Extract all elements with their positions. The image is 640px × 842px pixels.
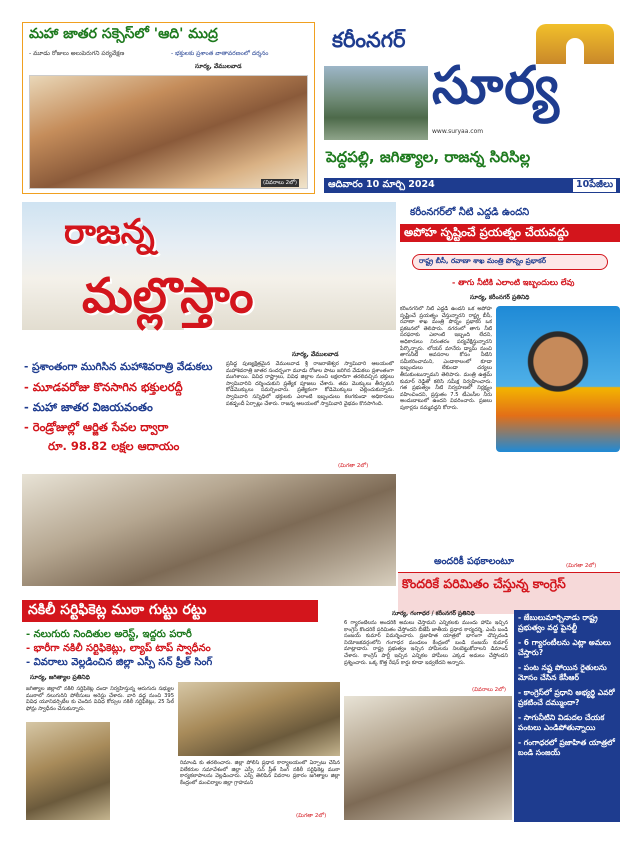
top-story-continued: (వివరాలు 2లో) [263, 180, 297, 186]
main-story-title-line2: మల్లొస్తాం [82, 268, 254, 324]
main-bullet-3: - మహా జాతర విజయవంతం [24, 400, 153, 414]
congress-body: 6 గ్యారంటీలను అందరికీ అమలు చేస్తామని ఎన్నికలకు ముందు హామీ ఇచ్చిన కాంగ్రెస్ కొందరికే పరిమితం చేస్తోందని బీజేపీ జాతీయ ప్రధాన కార్యదర్శి, ఎంపీ బండి సంజయ్ కుమార్ విమర్శించారు. ప్రజాహిత యాత్రలో భాగంగా చొప్పదండి నియోజకవర్గంలోని గంగాధర మండలం కేంద్రంలో బండి సంజయ్ కుమార్ మాట్లాడారు. రాష్ట్ర ప్రభుత్వం ఇచ్చిన హామీలను నిలబెట్టుకోవాలని డిమాండ్ చేశారు. కాంగ్రెస్ పార్టీ ఇచ్చిన ఎన్నికల హామీలు ఎక్కడ అమలు చేస్తోందని ప్రశ్నించారు. ఒక్క కొత్త రేషన్ కార్డు కూడా ఇవ్వలేదని అన్నారు. [344, 620, 508, 666]
fake-cert-body-left: జగిత్యాల జిల్లాలో నకిలీ సర్టిఫికెట్ల దందా నిర్వహిస్తున్న ఆరుగురు సభ్యుల ముఠాలో నలుగురిని పోలీసులు అరెస్టు చేశారు. వారి వద్ద నుంచి 395 వివిధ యూనివర్సిటీల కు చెందిన వివిధ కోర్సుల నకిలీ సర్టిఫికెట్లు, 25 సేల్ ఫోన్లు స్వాధీనం చేసుకున్నారు. [26, 686, 174, 712]
minister-continued: (మిగతా 2లో) [566, 563, 597, 569]
congress-byline: సూర్య, గంగాధర / కరీంనగర్ ప్రతినిధి [392, 611, 475, 617]
main-bullet-5: రూ. 98.82 లక్షల ఆదాయం [48, 439, 180, 453]
top-story-photo [29, 75, 308, 189]
minister-body: కరీంనగర్‌లో నీటి ఎద్దడి ఉందని ఒక అపోహ సృష్టించే ప్రయత్నం చేస్తున్నారని రాష్ట్ర బీసీ, రవాణా శాఖ మంత్రి పొన్నం ప్రభాకర్ ఒక ప్రకటనలో తెలిపారు. నగరంలో తాగు నీటి సరఫరాకు ఎలాంటి ఇబ్బంది లేదని, అధికారులు నిరంతరం పర్యవేక్షిస్తున్నారని పేర్కొన్నారు. లోయర్ మానేరు డ్యామ్ నుంచి తాగునీటి అవసరాల కోసం నీటిని సమీకరించామని, ఎండాకాలంలో కూడా ఇబ్బందులు లేకుండా చర్యలు తీసుకుంటున్నామని తెలిపారు. మంత్రి ఉత్తమ్ కుమార్ రెడ్డితో కలిసి సమీక్ష నిర్వహించారు. గత ప్రభుత్వం నీటి నిర్వహణలో నిర్లక్ష్యం వహించిందని, ప్రస్తుతం 7.5 టీఎంసీల నీరు అందుబాటులో ఉందని వివరించారు. ప్రజలు పుకార్లను నమ్మవద్దని కోరారు. [400, 306, 492, 411]
fake-cert-bullet-3: - వివరాలు వెల్లడించిన జిల్లా ఎస్పీ సన్ ప్రీత్ సింగ్ [26, 657, 213, 668]
masthead-website: www.suryaa.com [432, 128, 484, 135]
sidebar-item-5: - సాగునీటిని విడుదల చేయక పంటలు ఎండిపోతున్నాయి [518, 713, 605, 732]
top-story-headline: మహా జాతర సక్సెస్‌లో 'ఆది' ముద్ర [29, 26, 218, 42]
fake-cert-photo-left [26, 722, 110, 820]
sidebar-item-6: - గంగాధరలో ప్రజాహిత యాత్రలో బండి సంజయ్ [518, 738, 615, 757]
minister-label: రాష్ట్ర బీసీ, రవాణా శాఖ మంత్రి పొన్నం ప్రభాకర్ [412, 254, 608, 270]
minister-sub: - తాగు నీటికి ఎలాంటి ఇబ్బందులు లేవు [452, 278, 575, 287]
masthead-date: ఆదివారం 10 మార్చి 2024 [328, 179, 435, 190]
main-story-crowd-photo [22, 474, 396, 586]
masthead-city: కరీంనగర్ [332, 28, 406, 52]
fake-cert-bullet-1: - నలుగురు నిందితుల అరెస్ట్, ఇద్దరు పరారీ [26, 629, 192, 640]
fake-cert-photo-right [178, 682, 340, 756]
fake-cert-byline: సూర్య, జగిత్యాల ప్రతినిధి [30, 674, 90, 681]
masthead-title: సూర్య [432, 56, 560, 116]
sidebar-box [514, 610, 620, 822]
congress-headline: కొందరికే పరిమితం చేస్తున్న కాంగ్రెస్ [402, 576, 566, 591]
sidebar-item-4: - కాంగ్రెస్‌లో ప్రధాని అభ్యర్థి ఎవరో ప్రకటించే దమ్ముందా? [518, 688, 615, 707]
main-bullet-4: - రెండ్రోజుల్లో ఆర్జిత సేవల ద్వారా [24, 420, 169, 434]
sidebar-item-1: - జేబులుమార్చినాడు రాష్ట్ర ప్రభుత్వం వద్ద పైనల్టీ [518, 613, 598, 632]
fake-cert-body-right: రిమాండ్ కు తరలించారు. జిల్లా పోలీస్ ప్రధాన కార్యాలయంలో ఏర్పాటు చేసిన విలేకరుల సమావేశంలో జిల్లా ఎస్పీ సన్ ప్రీత్ సింగ్ నకిలీ సర్టిఫికెట్ల ముఠా కార్యకలాపాలను వెల్లడించారు. ఎస్పీ తెలిపిన వివరాల ప్రకారం జగిత్యాల జిల్లా కేంద్రంలో మంచిర్యాల జిల్లా గ్రాహమని [180, 760, 340, 786]
main-story-bullets [24, 342, 244, 454]
masthead-photo [324, 66, 428, 140]
masthead-districts: పెద్దపల్లి, జగిత్యాల, రాజన్న సిరిసిల్ల [326, 148, 531, 166]
congress-kicker: అందరికీ పథకాలంటూ [430, 556, 518, 569]
masthead [324, 22, 620, 194]
masthead-dateline [324, 178, 620, 193]
main-bullet-1: - ప్రశాంతంగా ముగిసిన మహాశివరాత్రి వేడుకలు [24, 361, 213, 373]
main-story-continued: (మిగతా 2లో) [338, 463, 369, 469]
main-story-byline: సూర్య, వేములవాడ [292, 351, 339, 358]
congress-continued: (వివరాలు 2లో) [472, 687, 506, 693]
minister-kicker: కరీంనగర్‌లో నీటి ఎద్దడి ఉందని [410, 207, 530, 218]
fake-cert-continued: (మిగతా 2లో) [296, 813, 327, 819]
sidebar-item-3: - పంట నష్ట పోయిన రైతులను మోసం చేసిన కేసీఆర్ [518, 663, 607, 682]
minister-byline: సూర్య, కరీంనగర్ ప్రతినిధి [470, 294, 530, 301]
top-story-box [22, 22, 315, 194]
sidebar-item-2: - 6 గ్యారంటీలను ఎట్లా అమలు చేస్తారు? [518, 638, 611, 657]
main-story-title-line1: రాజన్న [64, 212, 155, 252]
main-bullet-2: - మూడవరోజు కొనసాగిన భక్తులరద్దీ [24, 380, 183, 394]
fake-cert-bullet-2: - భారీగా నకిలీ సర్టిఫికెట్లు, ల్యాప్ టాప్ స్వాధీనం [26, 643, 211, 654]
top-story-byline: సూర్య, వేములవాడ [195, 63, 242, 70]
minister-portrait [496, 306, 620, 452]
top-story-sub-right: - భక్తులకు ప్రశాంత వాతావరణంలో దర్శనం [171, 50, 269, 57]
minister-headline: అపోహ సృష్టించే ప్రయత్నం చేయవద్దు [400, 224, 620, 242]
main-story-body: ప్రసిద్ధ పుణ్యక్షేత్రమైన వేములవాడ శ్రీ రాజరాజేశ్వర స్వామివారి ఆలయంలో మహాశివరాత్రి జాతర సందర్భంగా మూడు రోజుల పాటు జరిగిన వేడుకలు ప్రశాంతంగా ముగిశాయి. వివిధ రాష్ట్రాలు, వివిధ జిల్లాల నుంచి లక్షలాదిగా తరలివచ్చిన భక్తులు స్వామివారిని దర్శించుకుని ప్రత్యేక పూజలు చేశారు. తమ మొక్కులు తీర్చుకుని కోడెమొక్కులు సమర్పించారు. ప్రత్యేకంగా కోడెమొక్కులు చెల్లించుకున్నారు. స్వామివారి సన్నిధిలో భక్తులకు ఎలాంటి ఇబ్బందులు కలగకుండా అధికారులు పకడ్బందీ ఏర్పాట్లు చేశారు. రాజన్న ఆలయంలో స్వామివారి వైభవం కొనసాగింది. [226, 361, 394, 407]
fake-cert-headline: నకిలీ సర్టిఫికెట్ల ముఠా గుట్టు రట్టు [22, 600, 318, 622]
top-story-sub-left: - మూడు రోజులు అలుపెరుగని పర్యవేక్షణ [29, 50, 125, 57]
masthead-pages: 10పేజీలు [573, 179, 616, 192]
congress-photo [344, 696, 512, 820]
fake-cert-bullets [26, 628, 342, 670]
